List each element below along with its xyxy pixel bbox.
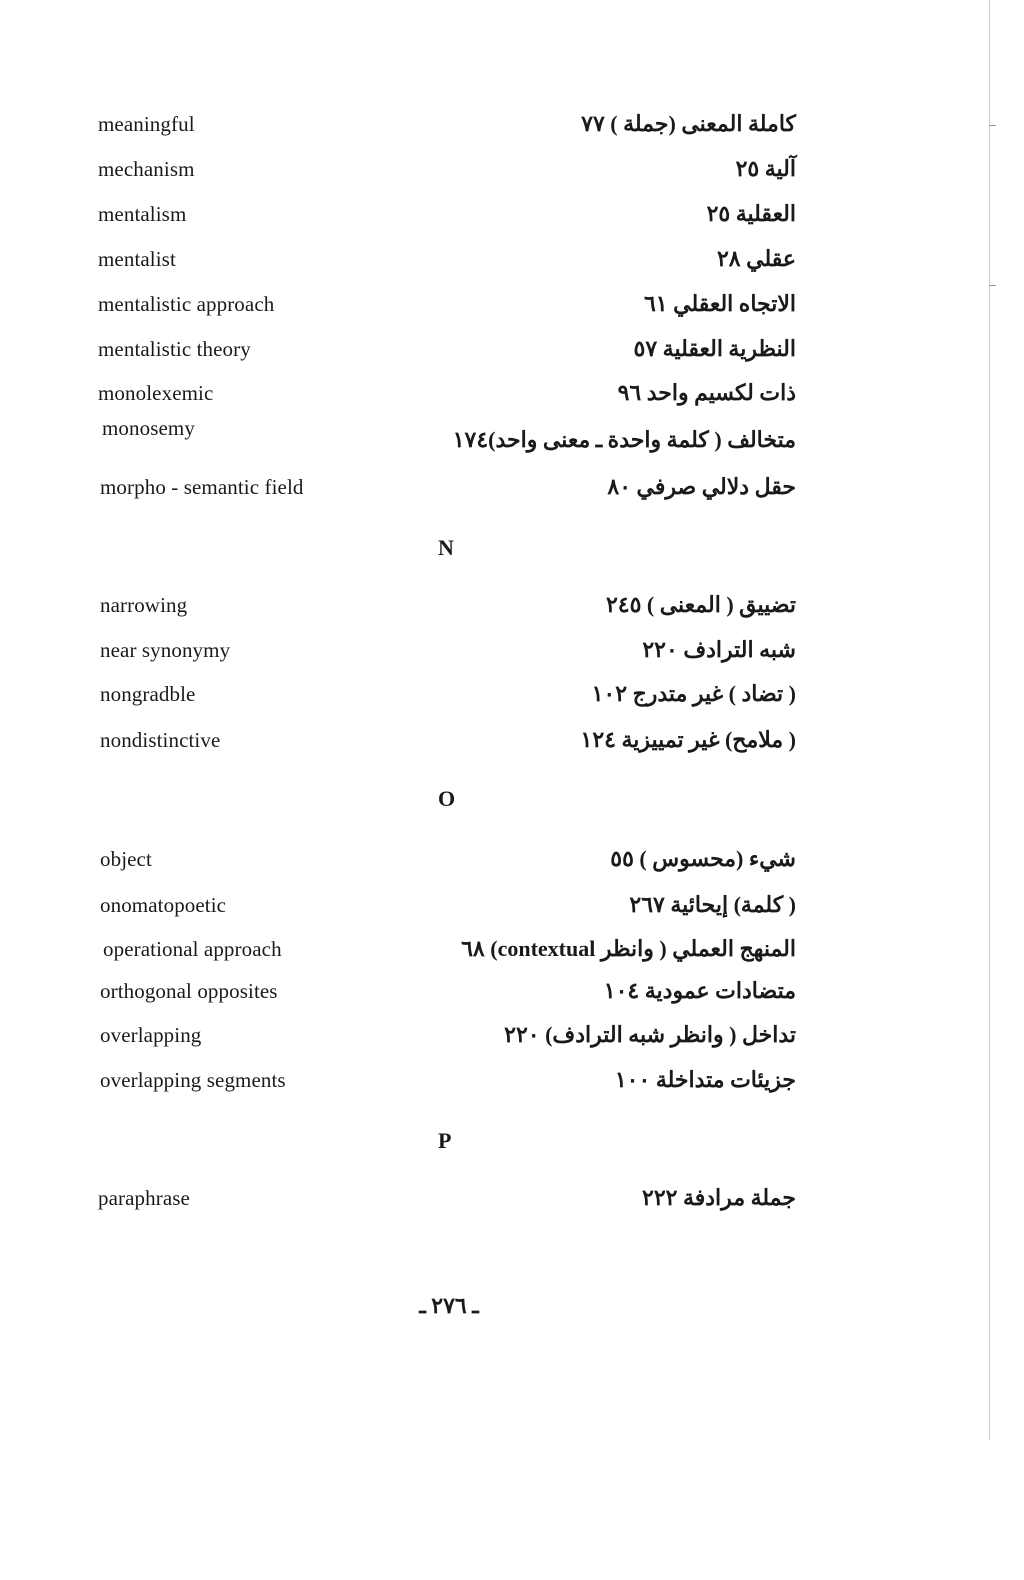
- page-edge-tick: [989, 285, 996, 286]
- index-entry: [0, 290, 1024, 326]
- english-term: onomatopoetic: [100, 893, 227, 917]
- index-entry: [0, 636, 1024, 672]
- english-term: mechanism: [98, 157, 195, 181]
- index-entry: [0, 110, 1024, 146]
- page-edge-line: [989, 0, 990, 1440]
- english-term: monolexemic: [98, 381, 214, 405]
- english-term: mentalist: [98, 247, 176, 271]
- arabic-term: ذات لكسيم واحد ٩٦: [617, 380, 796, 405]
- english-term: nongradble: [100, 682, 196, 706]
- page-number: ـ ٢٧٦ ـ: [419, 1293, 479, 1318]
- arabic-term: آلية ٢٥: [735, 156, 796, 181]
- english-term: narrowing: [100, 593, 188, 617]
- index-entry: [0, 935, 1024, 971]
- section-letter: P: [438, 1128, 452, 1153]
- arabic-term: الاتجاه العقلي ٦١: [643, 291, 796, 316]
- english-term: orthogonal opposites: [100, 979, 278, 1003]
- index-entry: [0, 1066, 1024, 1102]
- index-entry: [0, 845, 1024, 881]
- arabic-term: المنهج العملي ( وانظر contextual) ٦٨: [461, 936, 796, 961]
- arabic-term: شبه الترادف ٢٢٠: [642, 637, 796, 662]
- english-term: morpho - semantic field: [100, 475, 304, 499]
- arabic-term: جزيئات متداخلة ١٠٠: [614, 1067, 796, 1092]
- english-term: paraphrase: [98, 1186, 190, 1210]
- index-entry: [0, 379, 1024, 415]
- index-entry: [0, 891, 1024, 927]
- arabic-term: كاملة المعنى (جملة ) ٧٧: [581, 111, 796, 136]
- arabic-term: شيء (محسوس ) ٥٥: [610, 846, 796, 871]
- arabic-term: عقلي ٢٨: [716, 246, 796, 271]
- index-entry: [0, 591, 1024, 627]
- arabic-term: حقل دلالي صرفي ٨٠: [607, 474, 796, 499]
- english-term: overlapping: [100, 1023, 202, 1047]
- english-term: operational approach: [103, 937, 282, 961]
- index-entry: [0, 200, 1024, 236]
- index-entry: [0, 1021, 1024, 1057]
- index-entry: [0, 473, 1024, 509]
- english-term: meaningful: [98, 112, 195, 136]
- index-entry: [0, 680, 1024, 716]
- arabic-term: جملة مرادفة ٢٢٢: [642, 1185, 796, 1210]
- section-letter: N: [438, 535, 454, 560]
- index-entry: [0, 245, 1024, 281]
- index-entry: [0, 335, 1024, 371]
- arabic-term: تداخل ( وانظر شبه الترادف) ٢٢٠: [504, 1022, 796, 1047]
- arabic-term: العقلية ٢٥: [706, 201, 796, 226]
- english-term: nondistinctive: [100, 728, 221, 752]
- arabic-term: متخالف ( كلمة واحدة ـ معنى واحد)١٧٤: [452, 427, 796, 452]
- english-term: mentalistic theory: [98, 337, 251, 361]
- section-letter: O: [438, 786, 456, 811]
- index-entry: [0, 977, 1024, 1013]
- index-entry: [0, 155, 1024, 191]
- english-term: mentalism: [98, 202, 187, 226]
- english-term: mentalistic approach: [98, 292, 275, 316]
- arabic-term: ( تضاد ) غير متدرج ١٠٢: [591, 681, 796, 706]
- english-term: object: [100, 847, 152, 871]
- arabic-term: تضييق ( المعنى ) ٢٤٥: [605, 592, 796, 617]
- arabic-term: ( ملامح) غير تمييزية ١٢٤: [580, 727, 796, 752]
- arabic-term: النظرية العقلية ٥٧: [633, 336, 796, 361]
- index-entry: [0, 418, 1024, 454]
- arabic-term: ( كلمة) إيحائية ٢٦٧: [629, 892, 796, 917]
- page-edge-tick: [989, 125, 996, 126]
- index-entry: [0, 1184, 1024, 1220]
- english-term: near synonymy: [100, 638, 231, 662]
- english-term: monosemy: [102, 416, 195, 440]
- index-entry: [0, 726, 1024, 762]
- arabic-term: متضادات عمودية ١٠٤: [603, 978, 796, 1003]
- english-term: overlapping segments: [100, 1068, 286, 1092]
